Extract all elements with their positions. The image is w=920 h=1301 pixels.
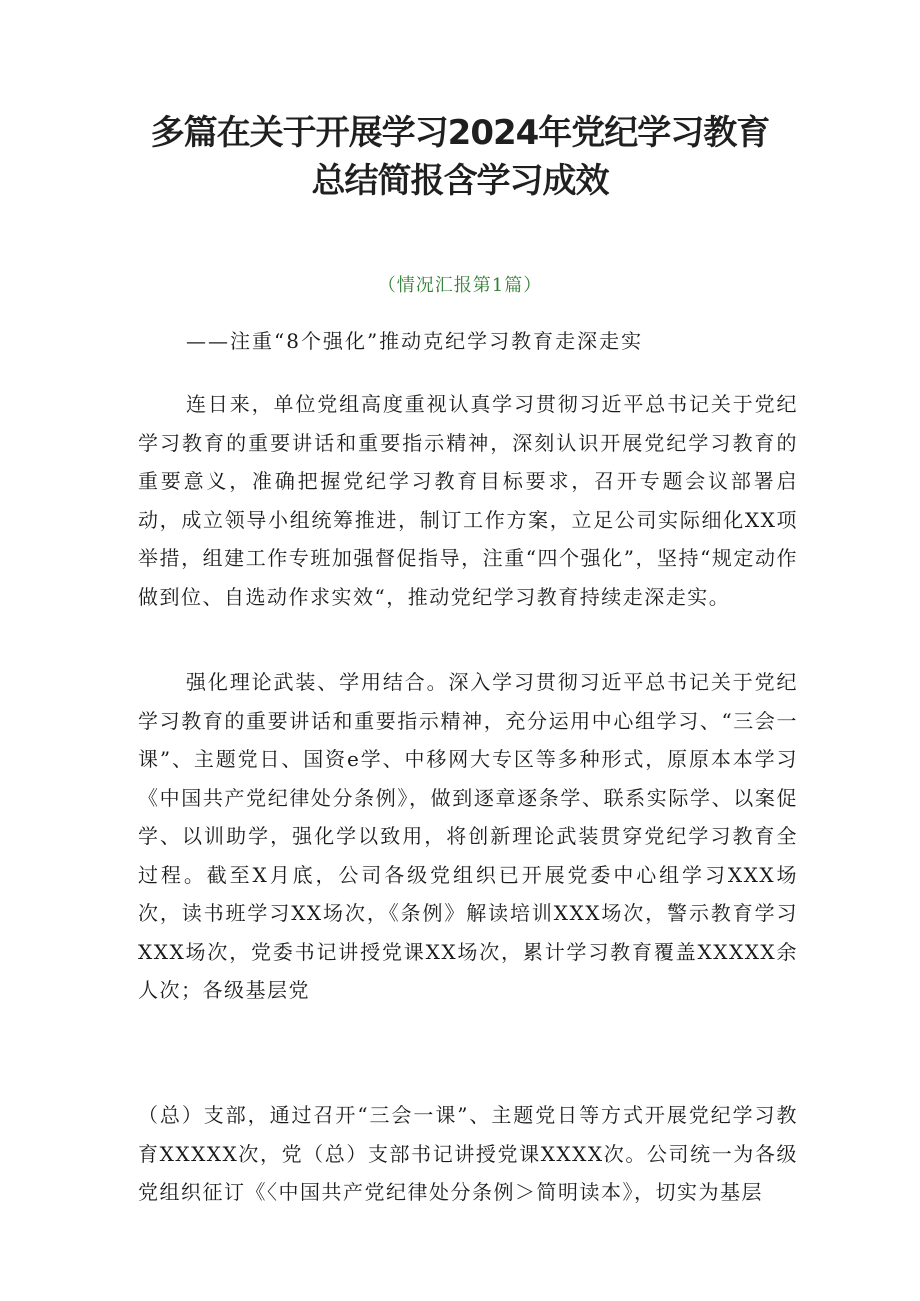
theme-line: ——注重“8个强化”推动克纪学习教育走深走实 [186, 329, 644, 353]
paragraph-1: 连日来，单位党组高度重视认真学习贯彻习近平总书记关于党纪学习教育的重要讲话和重要指示精神，深刻认识开展党纪学习教育的重要意义，准确把握党纪学习教育目标要求，召开专题会议部署启动，成立领导小组统筹推进，制订工作方案，立足公司实际细化XX项举措，组建工作专班加强督促指导，注重“四个强化”，坚持“规定动作做到位、自选动作求实效“，推动党纪学习教育持续走深走实。 [138, 392, 798, 609]
paragraph-2: 强化理论武装、学用结合。深入学习贯彻习近平总书记关于党纪学习教育的重要讲话和重要指示精神，充分运用中心组学习、“三会一课”、主题党日、国资e学、中移网大专区等多种形式，原原本本学习《中国共产党纪律处分条例》，做到逐章逐条学、联系实际学、以案促学、以训助学，强化学以致用，将创新理论武装贯穿党纪学习教育全过程。截至X月底，公司各级党组织已开展党委中心组学习XXX场次，读书班学习XX场次，《条例》解读培训XXX场次，警示教育学习XXX场次，党委书记讲授党课XX场次，累计学习教育覆盖XXXXX余人次；各级基层党 [138, 670, 798, 1002]
paragraph-3: （总）支部，通过召开“三会一课”、主题党日等方式开展党纪学习教育XXXXX次，党（总）支部书记讲授党课XXXX次。公司统一为各级党组织征订《〈中国共产党纪律处分条例＞简明读本》，切实为基层 [138, 1103, 798, 1204]
document-title-line-1: 多篇在关于开展学习2024年党纪学习教育 [150, 113, 770, 153]
document-title-line-2: 总结简报含学习成效 [311, 161, 609, 201]
section-label: （情况汇报第1篇） [377, 275, 543, 296]
